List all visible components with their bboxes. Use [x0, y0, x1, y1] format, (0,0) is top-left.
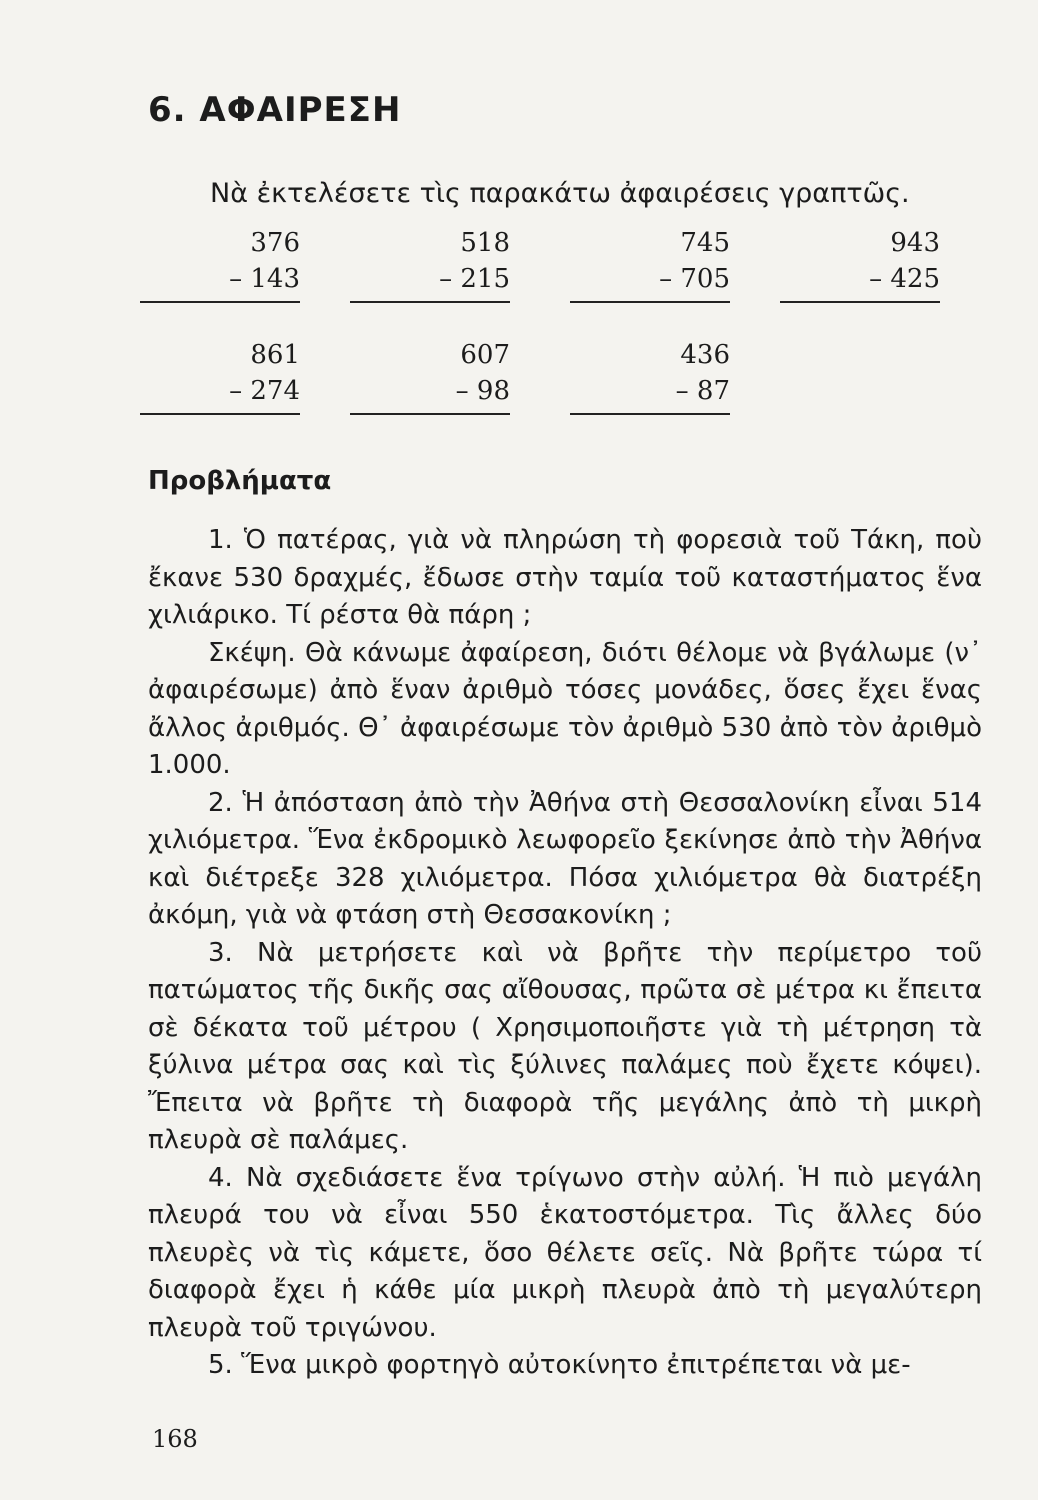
problem-paragraph: 1. Ὁ πατέρας, γιὰ νὰ πληρώση τὴ φορεσιὰ τοῦ Τάκη, ποὺ ἔκανε 530 δραχμές, ἔδωσε στὴν ταμία τοῦ καταστήματος ἕνα χιλιάρικο. Τί ρέστα θὰ πάρη ;	[148, 525, 982, 630]
subtrahend: – 87	[675, 376, 730, 406]
problem-paragraph: 5. Ἕνα μικρὸ φορτηγὸ αὐτοκίνητο ἐπιτρέπεται νὰ με-	[208, 1350, 911, 1380]
subtrahend: – 98	[455, 376, 510, 406]
result-line	[780, 301, 940, 303]
subtraction-item	[570, 225, 730, 303]
result-line	[570, 301, 730, 303]
problems-heading: Προβλήματα	[148, 466, 332, 496]
problem-paragraph: 4. Νὰ σχεδιάσετε ἕνα τρίγωνο στὴν αὐλή. Ἡ πιὸ μεγάλη πλευρά του νὰ εἶναι 550 ἑκατοστόμετρα. Τὶς ἄλλες δύο πλευρὲς νὰ τὶς κάμετε, ὅσο θέλετε σεῖς. Νὰ βρῆτε τώρα τί διαφορὰ ἔχει ἡ κάθε μία μικρὴ πλευρὰ ἀπὸ τὴ μεγαλύτερη πλευρὰ τοῦ τριγώνου.	[148, 1162, 982, 1343]
result-line	[350, 413, 510, 415]
minuend: 861	[250, 340, 300, 370]
subtrahend: – 274	[229, 376, 300, 406]
result-line	[570, 413, 730, 415]
subtraction-exercises	[140, 225, 970, 455]
subtrahend: – 425	[869, 264, 940, 294]
problems-text	[148, 522, 982, 1385]
subtrahend: – 143	[229, 264, 300, 294]
reasoning-paragraph: Σκέψη. Θὰ κάνωμε ἀφαίρεση, διότι θέλομε νὰ βγάλωμε (ν᾿ ἀφαιρέσωμε) ἀπὸ ἕναν ἀριθμὸ τόσες μονάδες, ὅσες ἔχει ἕνας ἄλλος ἀριθμός. Θ᾿ ἀφαιρέσωμε τὸν ἀριθμὸ 530 ἀπὸ τὸν ἀριθμὸ 1.000.	[148, 637, 982, 780]
result-line	[140, 301, 300, 303]
page-number: 168	[152, 1425, 198, 1453]
subtraction-item	[350, 225, 510, 303]
minuend: 943	[890, 228, 940, 258]
subtrahend: – 215	[439, 264, 510, 294]
problem-paragraph: 2. Ἡ ἀπόσταση ἀπὸ τὴν Ἀθήνα στὴ Θεσσαλονίκη εἶναι 514 χιλιόμετρα. Ἕνα ἐκδρομικὸ λεωφορεῖο ξεκίνησε ἀπὸ τὴν Ἀθήνα καὶ διέτρεξε 328 χιλιόμετρα. Πόσα χιλιόμετρα θὰ διατρέξη ἀκόμη, γιὰ νὰ φτάση στὴ Θεσσακονίκη ;	[148, 787, 982, 930]
minuend: 376	[250, 228, 300, 258]
section-heading: 6. ΑΦΑΙΡΕΣΗ	[148, 90, 402, 130]
result-line	[140, 413, 300, 415]
subtrahend: – 705	[659, 264, 730, 294]
subtraction-item	[140, 225, 300, 303]
minuend: 436	[680, 340, 730, 370]
exercise-instruction: Νὰ ἐκτελέσετε τὶς παρακάτω ἀφαιρέσεις γραπτῶς.	[210, 178, 910, 209]
minuend: 518	[460, 228, 510, 258]
result-line	[350, 301, 510, 303]
subtraction-item	[780, 225, 940, 303]
minuend: 607	[460, 340, 510, 370]
problem-paragraph: 3. Νὰ μετρήσετε καὶ νὰ βρῆτε τὴν περίμετρο τοῦ πατώματος τῆς δικῆς σας αἴθουσας, πρῶτα σὲ μέτρα κι ἔπειτα σὲ δέκατα τοῦ μέτρου ( Χρησιμοποιῆστε γιὰ τὴ μέτρηση τὰ ξύλινα μέτρα σας καὶ τὶς ξύλινες παλάμες ποὺ ἔχετε κόψει). Ἔπειτα νὰ βρῆτε τὴ διαφορὰ τῆς μεγάλης ἀπὸ τὴ μικρὴ πλευρὰ σὲ παλάμες.	[148, 937, 982, 1155]
subtraction-item	[140, 337, 300, 415]
subtraction-item	[570, 337, 730, 415]
minuend: 745	[680, 228, 730, 258]
subtraction-item	[350, 337, 510, 415]
